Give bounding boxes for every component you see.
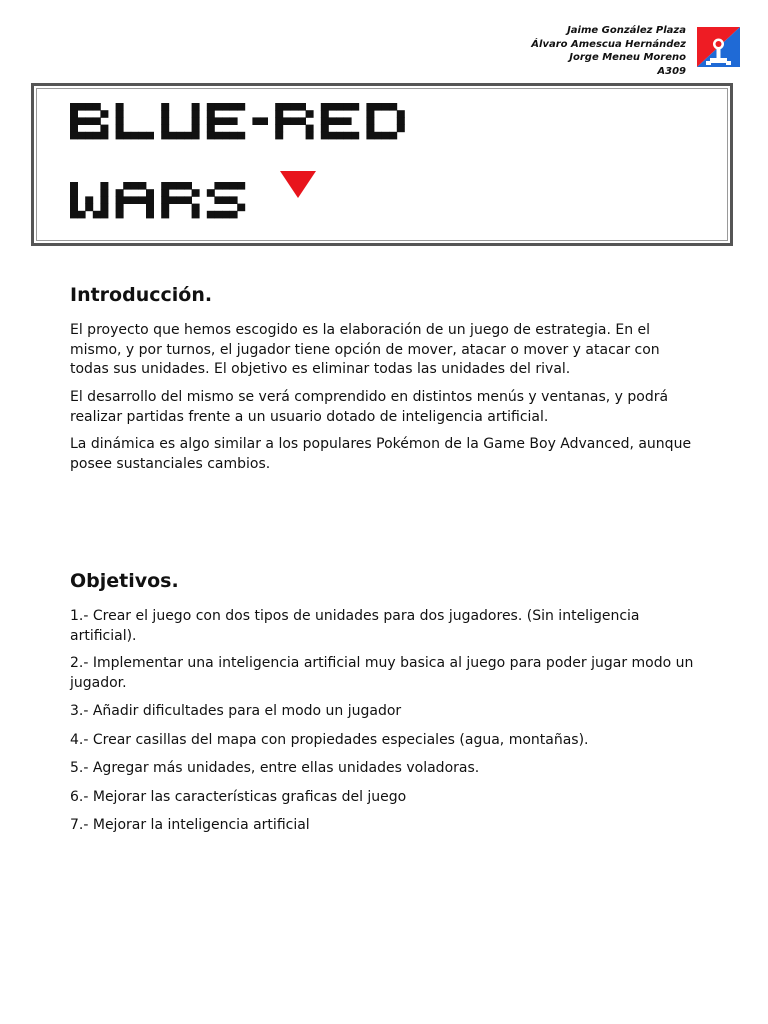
- title-pixel: [366, 110, 374, 118]
- title-pixel: [374, 103, 382, 111]
- title-pixel: [230, 103, 238, 111]
- title-pixel: [161, 132, 169, 140]
- title-pixel: [252, 117, 260, 125]
- objetivo-item: 2.- Implementar una inteligencia artificial muy basica al juego para poder jugar modo un jugador.: [70, 655, 694, 691]
- introduccion-paragraph: El proyecto que hemos escogido es la elaboración de un juego de estrategia. En el mismo, y por turnos, el jugador tiene opción de mover, atacar o mover y atacar con todas sus unidades. El objetivo es eliminar todas las unidades del rival.: [70, 322, 660, 377]
- title-pixel: [222, 196, 230, 204]
- title-pixel: [161, 182, 169, 190]
- title-pixel: [70, 196, 78, 204]
- title-pixel: [237, 182, 245, 190]
- title-pixel: [116, 189, 124, 197]
- title-pixel: [78, 103, 86, 111]
- title-pixel: [275, 125, 283, 133]
- title-pixel: [366, 103, 374, 111]
- title-pixel: [214, 182, 222, 190]
- author-name: Jaime González Plaza: [567, 25, 686, 36]
- objetivo-item: 5.- Agregar más unidades, entre ellas unidades voladoras.: [70, 760, 480, 776]
- objetivo-item: 3.- Añadir dificultades para el modo un jugador: [70, 703, 402, 719]
- title-pixel: [207, 125, 215, 133]
- title-pixel: [397, 117, 405, 125]
- title-pixel: [100, 132, 108, 140]
- title-pixel: [169, 132, 177, 140]
- title-pixel: [161, 103, 169, 111]
- title-pixel: [222, 182, 230, 190]
- title-pixel: [192, 132, 200, 140]
- title-pixel: [131, 196, 139, 204]
- title-pixel: [237, 103, 245, 111]
- title-pixel: [222, 103, 230, 111]
- title-pixel: [321, 110, 329, 118]
- title-pixel: [336, 132, 344, 140]
- title-pixel: [222, 211, 230, 219]
- title-pixel: [306, 125, 314, 133]
- objetivo-item: 1.- Crear el juego con dos tipos de unidades para dos jugadores. (Sin inteligencia artificial).: [70, 608, 640, 644]
- title-pixel: [290, 117, 298, 125]
- title-pixel: [321, 117, 329, 125]
- title-pixel: [70, 132, 78, 140]
- title-pixel: [146, 204, 154, 212]
- title-pixel: [123, 182, 131, 190]
- objetivo-item: 4.- Crear casillas del mapa con propiedades especiales (agua, montañas).: [70, 732, 589, 748]
- title-pixel: [207, 103, 215, 111]
- title-pixel: [100, 196, 108, 204]
- authors-block: [531, 24, 686, 78]
- title-pixel: [184, 132, 192, 140]
- title-pixel: [328, 117, 336, 125]
- title-pixel: [85, 204, 93, 212]
- title-pixel: [192, 110, 200, 118]
- title-pixel: [146, 189, 154, 197]
- title-pixel: [275, 132, 283, 140]
- title-pixel: [192, 125, 200, 133]
- title-pixel: [207, 117, 215, 125]
- title-pixel: [374, 132, 382, 140]
- title-pixel: [70, 182, 78, 190]
- title-pixel: [100, 125, 108, 133]
- title-pixel: [382, 132, 390, 140]
- title-pixel: [222, 117, 230, 125]
- title-pixel: [192, 204, 200, 212]
- title-pixel: [298, 103, 306, 111]
- title-pixel: [366, 117, 374, 125]
- title-pixel: [100, 182, 108, 190]
- title-pixel: [230, 211, 238, 219]
- title-pixel: [161, 211, 169, 219]
- title-pixel: [138, 182, 146, 190]
- title-pixel: [207, 189, 215, 197]
- title-pixel: [366, 125, 374, 133]
- title-pixel: [85, 103, 93, 111]
- title-pixel: [207, 110, 215, 118]
- title-pixel: [192, 103, 200, 111]
- title-pixel: [78, 211, 86, 219]
- title-pixel: [123, 132, 131, 140]
- title-pixel: [100, 189, 108, 197]
- title-banner: [31, 83, 733, 246]
- title-pixel: [100, 204, 108, 212]
- title-pixel: [176, 196, 184, 204]
- objetivos-heading: Objetivos.: [70, 570, 179, 592]
- title-pixel: [70, 189, 78, 197]
- title-pixel: [78, 132, 86, 140]
- title-pixel: [344, 132, 352, 140]
- joystick-logo-icon: [697, 27, 740, 67]
- title-pixel: [207, 132, 215, 140]
- title-pixel: [70, 211, 78, 219]
- title-pixel: [397, 110, 405, 118]
- title-pixel: [116, 211, 124, 219]
- title-pixel: [306, 132, 314, 140]
- title-pixel: [70, 117, 78, 125]
- title-pixel: [230, 196, 238, 204]
- author-name: Jorge Meneu Moreno: [569, 52, 686, 63]
- title-pixel: [328, 103, 336, 111]
- objetivo-item: 6.- Mejorar las características graficas del juego: [70, 789, 407, 805]
- title-pixel: [138, 132, 146, 140]
- title-pixel: [116, 110, 124, 118]
- title-pixel: [192, 211, 200, 219]
- title-pixel: [214, 117, 222, 125]
- group-code: A309: [657, 65, 686, 77]
- title-pixel: [184, 182, 192, 190]
- title-pixel: [192, 189, 200, 197]
- title-pixel: [161, 125, 169, 133]
- title-pixel: [298, 117, 306, 125]
- title-pixel: [382, 103, 390, 111]
- title-pixel: [275, 103, 283, 111]
- title-pixel: [169, 182, 177, 190]
- title-pixel: [123, 196, 131, 204]
- title-pixel: [116, 103, 124, 111]
- title-pixel: [70, 125, 78, 133]
- title-pixel: [85, 132, 93, 140]
- title-pixel: [70, 204, 78, 212]
- title-pixel: [116, 204, 124, 212]
- title-pixel: [283, 117, 291, 125]
- title-pixel: [351, 132, 359, 140]
- title-pixel: [161, 110, 169, 118]
- title-pixel: [93, 132, 101, 140]
- title-pixel: [222, 132, 230, 140]
- title-pixel: [100, 110, 108, 118]
- title-pixel: [176, 182, 184, 190]
- title-pixel: [93, 103, 101, 111]
- title-pixel: [290, 103, 298, 111]
- title-pixel: [161, 196, 169, 204]
- title-pixel: [85, 196, 93, 204]
- title-pixel: [321, 103, 329, 111]
- title-pixel: [275, 117, 283, 125]
- title-pixel: [131, 132, 139, 140]
- title-pixel: [237, 204, 245, 212]
- title-pixel: [85, 117, 93, 125]
- title-pixel: [260, 117, 268, 125]
- title-pixel: [93, 211, 101, 219]
- title-pixel: [146, 132, 154, 140]
- title-pixel: [214, 103, 222, 111]
- title-pixel: [214, 132, 222, 140]
- title-pixel: [161, 189, 169, 197]
- title-pixel: [328, 132, 336, 140]
- title-pixel: [214, 196, 222, 204]
- pixel-title: [34, 86, 730, 243]
- title-pixel: [230, 132, 238, 140]
- title-pixel: [161, 204, 169, 212]
- title-pixel: [214, 211, 222, 219]
- title-pixel: [275, 110, 283, 118]
- title-pixel: [237, 132, 245, 140]
- title-pixel: [161, 117, 169, 125]
- title-pixel: [192, 117, 200, 125]
- title-pixel: [138, 196, 146, 204]
- title-pixel: [283, 103, 291, 111]
- title-pixel: [336, 103, 344, 111]
- title-pixel: [389, 132, 397, 140]
- title-pixel: [230, 182, 238, 190]
- title-pixel: [93, 117, 101, 125]
- title-pixel: [146, 211, 154, 219]
- title-pixel: [344, 117, 352, 125]
- title-pixel: [70, 103, 78, 111]
- title-pixel: [351, 103, 359, 111]
- title-pixel: [146, 196, 154, 204]
- title-pixel: [397, 125, 405, 133]
- title-pixel: [169, 196, 177, 204]
- title-pixel: [176, 132, 184, 140]
- title-pixel: [321, 125, 329, 133]
- title-pixel: [389, 103, 397, 111]
- title-pixel: [306, 110, 314, 118]
- title-pixel: [184, 196, 192, 204]
- title-pixel: [131, 182, 139, 190]
- title-pixel: [70, 110, 78, 118]
- title-pixel: [344, 103, 352, 111]
- red-down-triangle-icon: [280, 171, 316, 198]
- title-pixel: [207, 211, 215, 219]
- objetivo-item: 7.- Mejorar la inteligencia artificial: [70, 817, 310, 833]
- title-pixel: [366, 132, 374, 140]
- title-pixel: [78, 117, 86, 125]
- introduccion-heading: Introducción.: [70, 284, 213, 306]
- title-pixel: [116, 196, 124, 204]
- title-pixel: [321, 132, 329, 140]
- author-name: Álvaro Amescua Hernández: [531, 38, 686, 50]
- introduccion-paragraph: La dinámica es algo similar a los populares Pokémon de la Game Boy Advanced, aunque posee sustanciales cambios.: [70, 436, 692, 472]
- title-pixel: [116, 132, 124, 140]
- introduccion-paragraph: El desarrollo del mismo se verá comprendido en distintos menús y ventanas, y podrá realizar partidas frente a un usuario dotado de inteligencia artificial.: [70, 389, 669, 425]
- title-pixel: [230, 117, 238, 125]
- title-pixel: [116, 125, 124, 133]
- title-pixel: [116, 117, 124, 125]
- title-pixel: [100, 211, 108, 219]
- title-pixel: [336, 117, 344, 125]
